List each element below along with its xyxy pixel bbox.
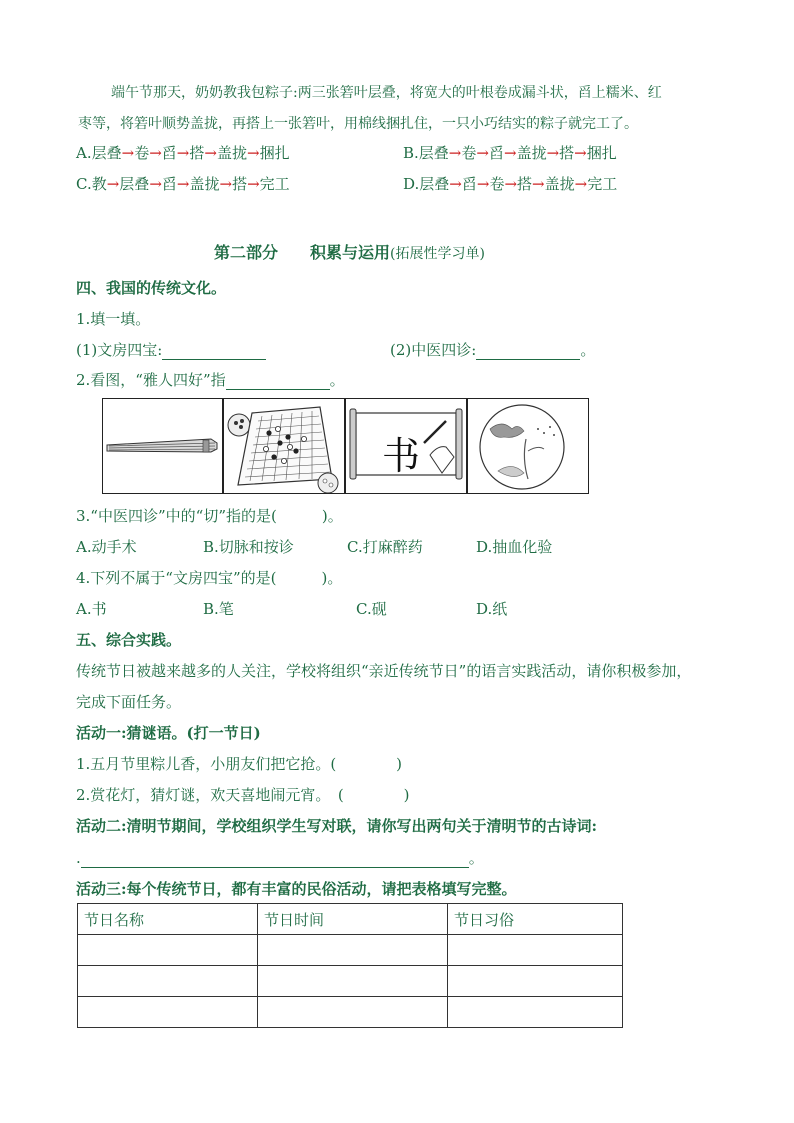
activity2-answer: . 。 (76, 849, 484, 867)
table-cell[interactable] (258, 997, 448, 1028)
table-cell[interactable] (448, 997, 623, 1028)
arrow-icon: → (247, 175, 260, 193)
arrow-icon: → (149, 144, 162, 162)
arrow-icon: → (476, 175, 490, 193)
table-cell[interactable] (258, 935, 448, 966)
q3-option-a[interactable]: A.动手术 (76, 538, 137, 556)
table-row (78, 935, 623, 966)
section5-heading: 五、综合实践。 (76, 631, 182, 649)
arrow-icon: → (246, 144, 260, 162)
order-option-c[interactable]: C.教→层叠→舀→盖拢→搭→完工 (76, 175, 290, 193)
q3: 3.“中医四诊”中的“切”指的是( )。 (76, 507, 343, 525)
q1b: (2)中医四诊: 。 (390, 341, 596, 359)
arrow-icon: → (106, 175, 120, 193)
part2-title: 第二部分 积累与运用(拓展性学习单) (214, 243, 485, 262)
activity1-heading: 活动一:猜谜语。(打一节日) (76, 724, 261, 742)
poem-blank[interactable] (81, 851, 469, 868)
q4-option-d[interactable]: D.纸 (476, 600, 508, 618)
painting-image (467, 398, 589, 494)
go-board-image (223, 398, 345, 494)
section4-heading: 四、我国的传统文化。 (76, 279, 227, 297)
table-row (78, 966, 623, 997)
guqin-image (102, 398, 223, 494)
arrow-icon: → (176, 144, 190, 162)
table-cell[interactable] (448, 935, 623, 966)
festival-table (77, 903, 623, 1028)
arrow-icon: → (574, 144, 587, 162)
arrow-icon: → (176, 175, 190, 193)
arrow-icon: → (448, 144, 462, 162)
passage-line-2: 枣等，将箬叶顺势盖拢，再搭上一张箬叶，用棉线捆扎住，一只小巧结实的粽子就完工了。 (78, 116, 638, 132)
q3-option-b[interactable]: B.切脉和按诊 (203, 538, 294, 556)
calligraphy-character: 书 (382, 434, 421, 478)
calligraphy-image (345, 398, 467, 494)
q4-option-b[interactable]: B.笔 (203, 600, 234, 618)
arrow-icon: → (449, 175, 462, 193)
q3-option-c[interactable]: C.打麻醉药 (347, 538, 423, 556)
arrow-icon: → (149, 175, 162, 193)
arrow-icon: → (476, 144, 489, 162)
q4-option-c[interactable]: C.砚 (356, 600, 387, 618)
q4-option-a[interactable]: A.书 (76, 600, 107, 618)
q1-label: 1.填一填。 (76, 310, 151, 328)
arrow-icon: → (219, 175, 233, 193)
q1a: (1)文房四宝: (76, 339, 266, 360)
riddle-2: 2.赏花灯，猜灯谜，欢天喜地闹元宵。 ( ) (76, 786, 410, 804)
arrow-icon: → (121, 144, 135, 162)
table-cell[interactable] (78, 966, 258, 997)
arrow-icon: → (574, 175, 588, 193)
table-cell[interactable] (78, 997, 258, 1028)
arrow-icon: → (503, 144, 517, 162)
table-header-time: 节日时间 (258, 904, 448, 935)
table-cell[interactable] (258, 966, 448, 997)
table-cell[interactable] (78, 935, 258, 966)
arrow-icon: → (546, 144, 560, 162)
table-header-row (78, 904, 623, 935)
order-option-d[interactable]: D.层叠→舀→卷→搭→盖拢→完工 (403, 175, 618, 193)
section5-intro-line-1: 传统节日被越来越多的人关注，学校将组织“亲近传统节日”的语言实践活动，请你积极参加， (76, 662, 692, 680)
table-cell[interactable] (448, 966, 623, 997)
q1b-blank[interactable] (476, 343, 580, 360)
riddle-1: 1.五月节里粽儿香，小朋友们把它抢。( ) (76, 755, 403, 773)
q3-option-d[interactable]: D.抽血化验 (476, 538, 553, 556)
order-option-a[interactable]: A.层叠→卷→舀→搭→盖拢→捆扎 (76, 144, 290, 162)
q2: 2.看图，“雅人四好”指 。 (76, 371, 345, 389)
arrow-icon: → (204, 144, 217, 162)
q4: 4.下列不属于“文房四宝”的是( )。 (76, 569, 343, 587)
activity3-heading: 活动三:每个传统节日，都有丰富的民俗活动，请把表格填写完整。 (76, 880, 517, 898)
q1a-blank[interactable] (162, 343, 266, 360)
section5-intro-line-2: 完成下面任务。 (76, 693, 182, 711)
activity2-heading: 活动二:清明节期间，学校组织学生写对联，请你写出两句关于清明节的古诗词: (76, 817, 598, 835)
order-option-b[interactable]: B.层叠→卷→舀→盖拢→搭→捆扎 (403, 144, 617, 162)
arrow-icon: → (532, 175, 545, 193)
table-header-name: 节日名称 (78, 904, 258, 935)
table-row (78, 997, 623, 1028)
arrow-icon: → (504, 175, 518, 193)
q2-blank[interactable] (226, 373, 330, 390)
passage-line-1: 端午节那天，奶奶教我包粽子:两三张箬叶层叠，将宽大的叶根卷成漏斗状，舀上糯米、红 (111, 85, 662, 101)
table-header-custom: 节日习俗 (448, 904, 623, 935)
